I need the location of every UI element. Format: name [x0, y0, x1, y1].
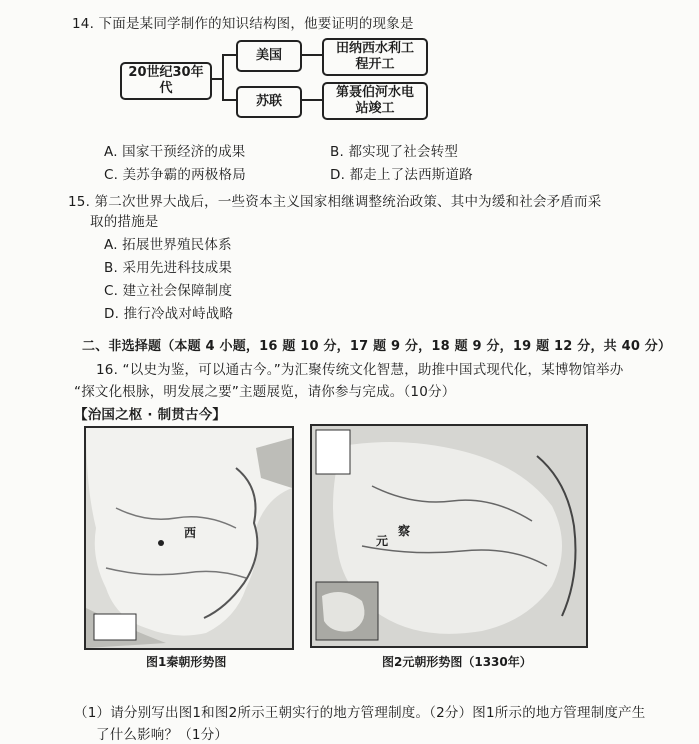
- q14-stem: 14. 下面是某同学制作的知识结构图，他要证明的现象是: [72, 16, 414, 32]
- q16-subheading: 【治国之枢 · 制贯古今】: [74, 407, 227, 423]
- connector: [222, 99, 236, 101]
- q14-option-c: C. 美苏争霸的两极格局: [104, 167, 246, 183]
- qin-dynasty-map: [84, 426, 294, 650]
- q16-sub1-line2: 了什么影响？（1分）: [96, 727, 229, 743]
- yuan-map-label-b: 察: [398, 524, 411, 538]
- q14-option-d: D. 都走上了法西斯道路: [330, 167, 473, 183]
- diagram-branch-ussr: 苏联: [236, 86, 302, 118]
- diagram-branch-usa: 美国: [236, 40, 302, 72]
- q16-line1: 16. “以史为鉴，可以通古今。”为汇聚传统文化智慧，助推中国式现代化，某博物馆举办: [96, 362, 624, 378]
- yuan-dynasty-map: [310, 424, 588, 648]
- connector: [222, 54, 224, 100]
- q16-sub1-line1: （1）请分别写出图1和图2所示王朝实行的地方管理制度。（2分）图1所示的地方管理制度产生: [74, 705, 646, 721]
- q15-stem-line1: 15. 第二次世界大战后，一些资本主义国家相继调整统治政策、其中为缓和社会矛盾而采: [68, 194, 602, 210]
- q15-option-d: D. 推行冷战对峙战略: [104, 306, 234, 322]
- connector: [222, 54, 236, 56]
- q14-option-a: A. 国家干预经济的成果: [104, 144, 246, 160]
- qin-map-label: 西: [184, 526, 197, 540]
- q15-option-a: A. 拓展世界殖民体系: [104, 237, 232, 253]
- q15-option-b: B. 采用先进科技成果: [104, 260, 233, 276]
- yuan-map-graphic: [312, 426, 586, 646]
- diagram-leaf-tva: 田纳西水利工程开工: [322, 38, 428, 76]
- diagram-root: 20世纪30年代: [120, 62, 212, 100]
- q14-option-b: B. 都实现了社会转型: [330, 144, 459, 160]
- q16-line2: “探文化根脉，明发展之要”主题展览，请你参与完成。（10分）: [74, 384, 456, 400]
- yuan-map-label-a: 元: [376, 534, 389, 548]
- map1-caption: 图1秦朝形势图: [146, 655, 227, 669]
- q15-option-c: C. 建立社会保障制度: [104, 283, 233, 299]
- connector: [300, 99, 322, 101]
- section2-title: 二、非选择题（本题 4 小题，16 题 10 分，17 题 9 分，18 题 9 分，19 题 12 分，共 40 分）: [82, 339, 672, 354]
- diagram-leaf-dnieper: 第聂伯河水电站竣工: [322, 82, 428, 120]
- q15-stem-line2: 取的措施是: [90, 214, 159, 230]
- map2-caption: 图2元朝形势图（1330年）: [382, 655, 532, 669]
- connector: [300, 54, 322, 56]
